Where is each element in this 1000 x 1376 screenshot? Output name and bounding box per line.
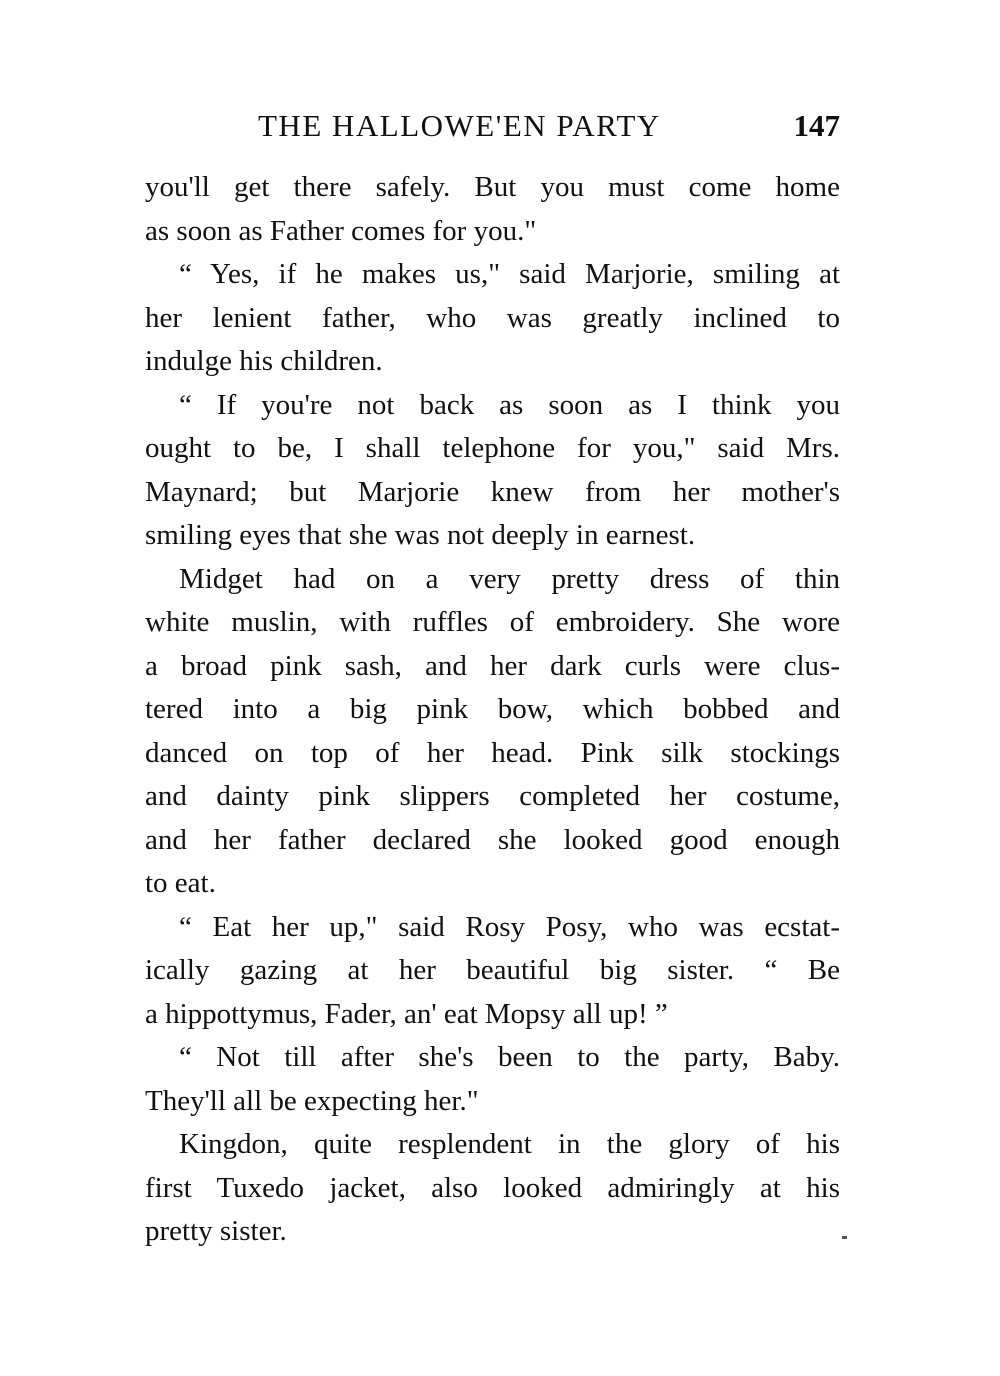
- text-line: “ If you're not back as soon as I think you: [179, 388, 840, 421]
- text-line: tered into a big pink bow, which bobbed and: [145, 693, 840, 725]
- text-line: Kingdon, quite resplendent in the glory of his: [179, 1128, 840, 1160]
- text-line: pretty sister.: [145, 1215, 287, 1247]
- running-head: [145, 104, 840, 148]
- running-title: THE HALLOWE'EN PARTY: [258, 108, 661, 143]
- text-line: a hippottymus, Fader, an' eat Mopsy all up! ”: [145, 997, 668, 1030]
- text-line: and her father declared she looked good enough: [145, 823, 840, 856]
- print-speck: [842, 1236, 847, 1239]
- text-line: smiling eyes that she was not deeply in earnest.: [145, 519, 696, 551]
- text-line: “ Yes, if he makes us," said Marjorie, smiling at: [179, 258, 840, 290]
- text-line: white muslin, with ruffles of embroidery. She wore: [145, 606, 840, 638]
- text-line: “ Not till after she's been to the party, Baby.: [179, 1041, 840, 1073]
- text-line: Maynard; but Marjorie knew from her mother's: [145, 475, 840, 508]
- page-number: 147: [793, 108, 840, 143]
- text-line: first Tuxedo jacket, also looked admiringly at his: [145, 1171, 840, 1204]
- text-line: “ Eat her up," said Rosy Posy, who was ecstat-: [179, 910, 840, 943]
- body-text: [145, 166, 840, 1254]
- text-line: danced on top of her head. Pink silk stockings: [145, 736, 840, 769]
- text-line: you'll get there safely. But you must come home: [145, 171, 840, 203]
- text-line: ically gazing at her beautiful big sister. “ Be: [145, 954, 840, 986]
- text-line: her lenient father, who was greatly inclined to: [145, 301, 840, 334]
- text-line: a broad pink sash, and her dark curls were clus-: [145, 649, 840, 682]
- text-line: They'll all be expecting her.": [145, 1084, 479, 1117]
- text-line: to eat.: [145, 867, 216, 899]
- text-line: ought to be, I shall telephone for you," said Mrs.: [145, 432, 840, 464]
- text-line: and dainty pink slippers completed her costume,: [145, 780, 840, 812]
- text-line: as soon as Father comes for you.": [145, 214, 537, 247]
- text-line: indulge his children.: [145, 345, 383, 377]
- text-line: Midget had on a very pretty dress of thin: [179, 562, 840, 595]
